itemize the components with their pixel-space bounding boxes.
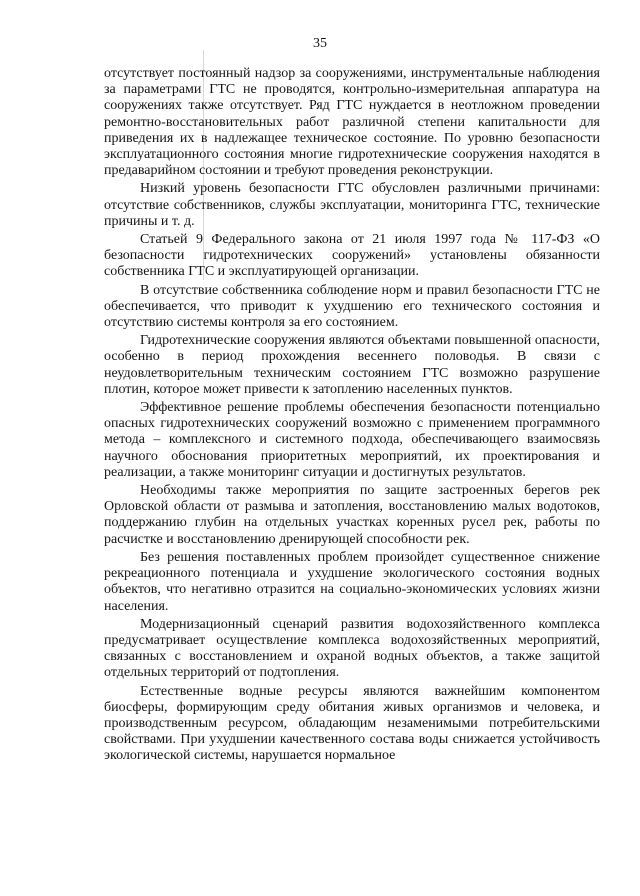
page-number: 35 — [313, 36, 327, 51]
body-text — [104, 66, 600, 765]
paragraph: В отсутствие собственника соблюдение норм и правил безопасности ГТС не обеспечивается, что приводит к ухудшению его технического состояния и отсутствию системы контроля за его состоянием. — [104, 282, 600, 331]
paragraph: Эффективное решение проблемы обеспечения безопасности потенциально опасных гидротехнических сооружений возможно с применением программного метода – комплексного и системного подхода, обеспечивающего взаимосвязь научного обоснования приоритетных мероприятий, их проектирования и реализации, а также мониторинг ситуации и достигнутых результатов. — [104, 400, 600, 480]
paragraph-continued: отсутствует постоянный надзор за сооружениями, инструментальные наблюдения за параметрами ГТС не проводятся, контрольно-измерительная аппаратура на сооружениях также отсутствует. Ряд ГТС нуждается в неотложном проведении ремонтно-восстановительных работ различной степени капитальности для приведения их в надлежащее техническое состояние. По уровню безопасности эксплуатационного состояния многие гидротехнические сооружения находятся в предаварийном состоянии и требуют проведения реконструкции. — [104, 66, 600, 179]
paragraph: Низкий уровень безопасности ГТС обусловлен различными причинами: отсутствие собственников, службы эксплуатации, мониторинга ГТС, технические причины и т. д. — [104, 181, 600, 229]
paragraph: Без решения поставленных проблем произойдет существенное снижение рекреационного потенциала и ухудшение экологического состояния водных объектов, что негативно отразится на социально-экономических условиях жизни населения. — [104, 549, 600, 614]
paragraph: Необходимы также мероприятия по защите застроенных берегов рек Орловской области от размыва и затопления, восстановлению малых водотоков, поддержанию глубин на отдельных участках коренных русел рек, работы по расчистке и восстановлению дренирующей способности рек. — [104, 483, 600, 547]
paragraph: Гидротехнические сооружения являются объектами повышенной опасности, особенно в период прохождения весеннего половодья. В связи с неудовлетворительным техническим состоянием ГТС возможно разрушение плотин, которое может привести к затоплению населенных пунктов. — [104, 333, 600, 397]
paragraph: Естественные водные ресурсы являются важнейшим компонентом биосферы, формирующим среду обитания живых организмов и человека, и производственным ресурсом, обладающим незаменимыми потребительскими свойствами. При ухудшении качественного состава воды снижается устойчивость экологической системы, нарушается нормальное — [104, 683, 600, 764]
paragraph: Модернизационный сценарий развития водохозяйственного комплекса предусматривает осуществление комплекса водохозяйственных мероприятий, связанных с восстановлением и охраной водных объектов, а также защитой отдельных территорий от подтопления. — [104, 616, 600, 681]
paragraph: Статьей 9 Федерального закона от 21 июля 1997 года № 117-ФЗ «О безопасности гидротехнических сооружений» установлены обязанности собственника ГТС и эксплуатирующей организации. — [104, 232, 600, 280]
